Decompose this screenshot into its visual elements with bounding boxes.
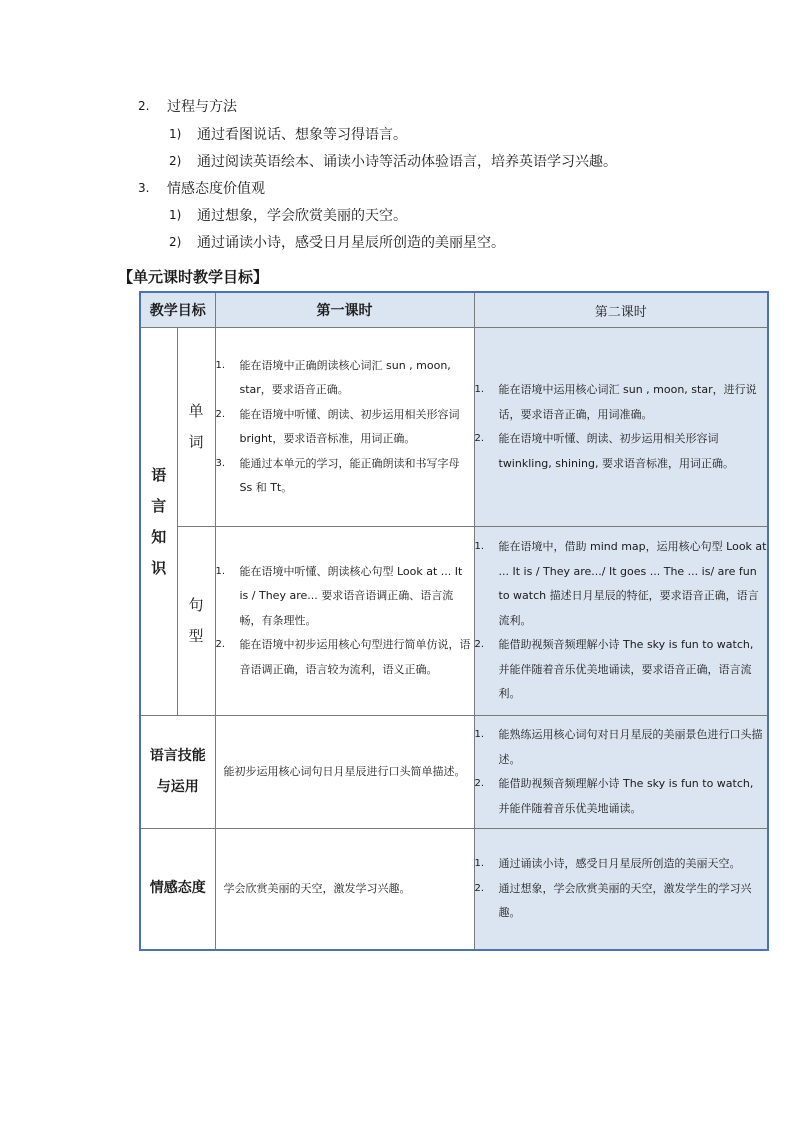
list-item: 2. 能借助视频音频理解小诗 The sky is fun to watch, 并能伴随着音乐优美地诵读，要求语音正确，语言流利。 (474, 638, 754, 701)
category-skills: 语言技能 与运用 (140, 716, 215, 829)
list-item: 1. 通过诵读小诗，感受日月星辰所创造的美丽天空。 (474, 857, 741, 870)
list-item: 2. 能借助视频音频理解小诗 The sky is fun to watch, 并能伴随着音乐优美地诵读。 (474, 777, 754, 815)
item-number: 1) (169, 208, 182, 222)
list-item: 3. 能通过本单元的学习，能正确朗读和书写字母 Ss 和 Tt。 (215, 456, 460, 494)
table-row (140, 716, 768, 829)
skills-lesson1-cell: 能初步运用核心词句日月星辰进行口头简单描述。 (215, 716, 474, 829)
table-row (140, 829, 768, 950)
item-text: 通过诵读小诗，感受日月星辰所创造的美丽星空。 (197, 235, 505, 251)
sentences-lesson2-cell (474, 527, 768, 716)
words-lesson1-cell (215, 328, 474, 527)
list-item: 2. 能在语境中听懂、朗读、初步运用相关形容词 twinkling, shining, 要求语音标准，用词正确。 (474, 432, 735, 470)
list-item: 2. 能在语境中听懂、朗读、初步运用相关形容词 bright，要求语音标准，用词正确。 (215, 407, 460, 445)
table-row (140, 527, 768, 716)
item-number: 1) (169, 127, 182, 141)
list-item: 1. 能在语境中运用核心词汇 sun , moon, star，进行说话，要求语音正确，用词准确。 (474, 383, 757, 421)
category-attitude: 情感态度 (140, 829, 215, 950)
item-text: 通过想象，学会欣赏美丽的天空。 (197, 208, 407, 224)
item-text: 通过看图说话、想象等习得语言。 (197, 127, 407, 143)
table-header-row (140, 292, 768, 328)
list-item: 1. 能熟练运用核心词句对日月星辰的美丽景色进行口头描述。 (474, 728, 763, 766)
table-row (140, 328, 768, 527)
section-title: 过程与方法 (167, 99, 237, 115)
header-lesson1: 第一课时 (215, 292, 474, 328)
header-lesson2: 第二课时 (474, 292, 768, 328)
list-item: 1. 能在语境中正确朗读核心词汇 sun , moon, star，要求语音正确。 (215, 358, 451, 396)
item-number: 2) (169, 235, 182, 249)
words-lesson2-cell (474, 328, 768, 527)
list-item: 1. 能在语境中听懂、朗读核心句型 Look at ... It is / They are... 要求语音语调正确、语言流畅，有条理性。 (215, 564, 463, 627)
section-number: 3. (138, 181, 150, 195)
section-number: 2. (138, 99, 150, 113)
sentences-lesson1-cell (215, 527, 474, 716)
item-text: 通过阅读英语绘本、诵读小诗等活动体验语言，培养英语学习兴趣。 (197, 154, 617, 170)
list-item: 1. 能在语境中，借助 mind map，运用核心句型 Look at ... It is / They are.../ It goes ... The ... is/ are fun to watch 描述日月星辰的特征，要求语音正确，语言流利。 (474, 540, 767, 627)
header-goal: 教学目标 (140, 292, 215, 328)
list-item: 2. 通过想象，学会欣赏美丽的天空，激发学生的学习兴趣。 (474, 881, 752, 919)
skills-lesson2-cell (474, 716, 768, 829)
item-number: 2) (169, 154, 182, 168)
teaching-goals-table (139, 291, 769, 951)
subcategory-words: 单 词 (177, 328, 215, 527)
section-title: 情感态度价值观 (167, 181, 265, 197)
attitude-lesson2-cell (474, 829, 768, 950)
category-knowledge: 语 言 知 识 (140, 328, 177, 716)
list-item: 2. 能在语境中初步运用核心句型进行简单仿说，语音语调正确，语言较为流利，语义正确。 (215, 638, 471, 676)
attitude-lesson1-cell: 学会欣赏美丽的天空，激发学习兴趣。 (215, 829, 474, 950)
table-title: 【单元课时教学目标】 (118, 268, 269, 286)
subcategory-sentences: 句 型 (177, 527, 215, 716)
